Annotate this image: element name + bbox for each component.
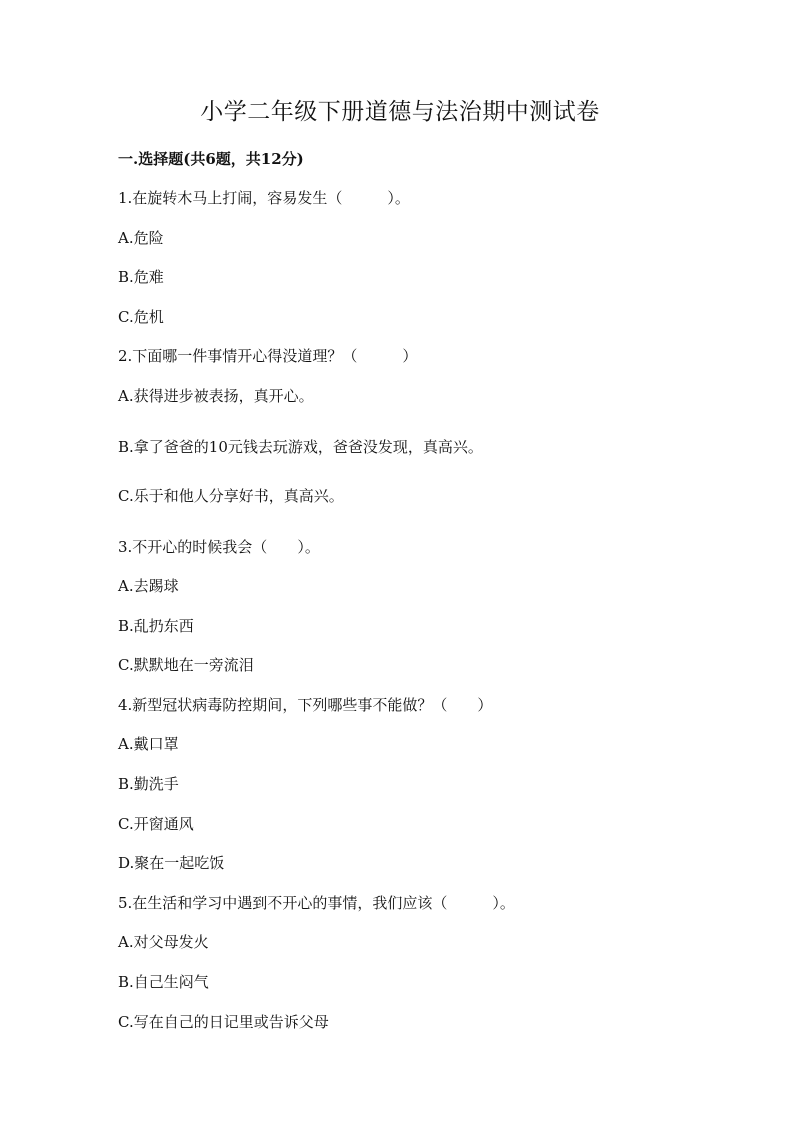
question-2-stem: 2.下面哪一件事情开心得没道理？（ ） (118, 347, 418, 365)
question-4-option-b: B.勤洗手 (118, 775, 179, 793)
question-3-option-b: B.乱扔东西 (118, 617, 194, 635)
question-4-option-c: C.开窗通风 (118, 815, 194, 833)
question-5-option-c: C.写在自己的日记里或告诉父母 (118, 1013, 329, 1031)
question-5-option-b: B.自己生闷气 (118, 973, 209, 991)
question-2-option-a: A.获得进步被表扬，真开心。 (118, 387, 314, 405)
question-4-option-a: A.戴口罩 (118, 735, 179, 753)
page-title: 小学二年级下册道德与法治期中测试卷 (200, 99, 600, 125)
question-2-option-b: B.拿了爸爸的10元钱去玩游戏，爸爸没发现，真高兴。 (118, 438, 483, 456)
question-5-stem: 5.在生活和学习中遇到不开心的事情，我们应该（ ）。 (118, 894, 515, 912)
question-4-option-d: D.聚在一起吃饭 (118, 854, 225, 872)
question-3-stem: 3.不开心的时候我会（ ）。 (118, 538, 320, 556)
section-heading: 一.选择题(共6题，共12分) (118, 150, 304, 168)
question-3-option-c: C.默默地在一旁流泪 (118, 656, 254, 674)
question-2-option-c: C.乐于和他人分享好书，真高兴。 (118, 487, 344, 505)
question-5-option-a: A.对父母发火 (118, 933, 209, 951)
question-1-option-a: A.危险 (118, 229, 164, 247)
question-1-option-c: C.危机 (118, 308, 164, 326)
question-4-stem: 4.新型冠状病毒防控期间，下列哪些事不能做？（ ） (118, 696, 493, 714)
question-1-stem: 1.在旋转木马上打闹，容易发生（ ）。 (118, 189, 410, 207)
question-3-option-a: A.去踢球 (118, 577, 179, 595)
question-1-option-b: B.危难 (118, 268, 164, 286)
